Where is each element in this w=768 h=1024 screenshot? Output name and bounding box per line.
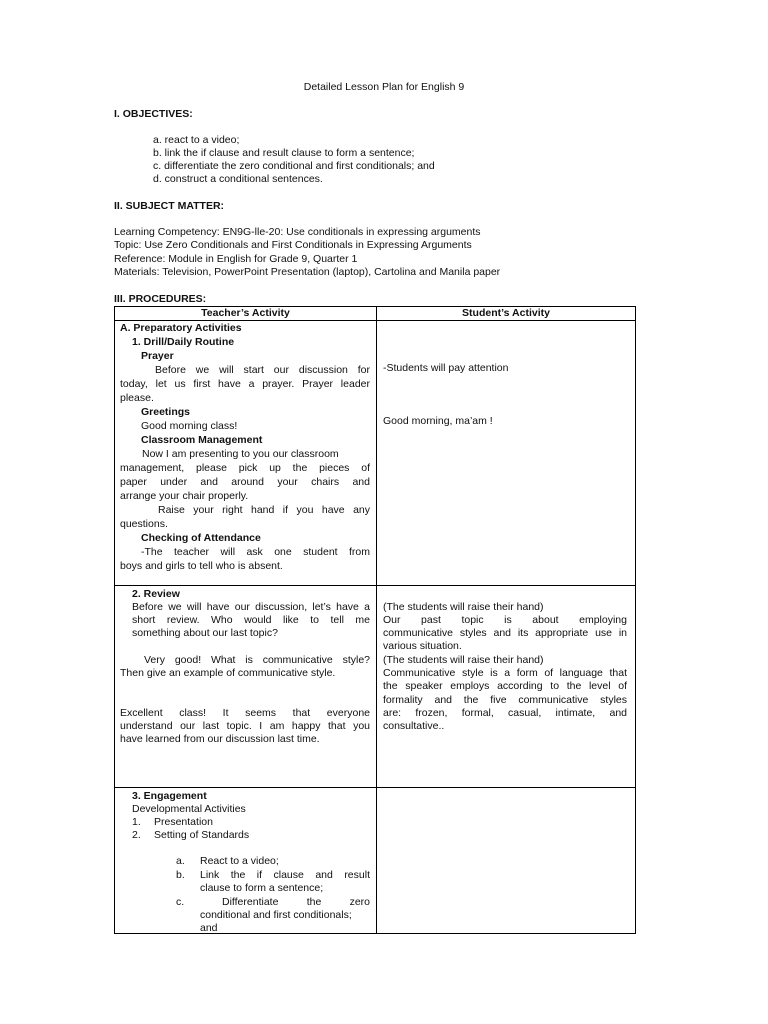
student-line: are: frozen, formal, casual, intimate, and [383,707,627,719]
student-cell [377,788,636,934]
learning-competency: Learning Competency: EN9G-lle-20: Use conditionals in expressing arguments [114,226,481,238]
activity-label: Checking of Attendance [141,532,261,544]
activity-label: Classroom Management [141,434,263,446]
teacher-line: -The teacher will ask one student from [141,546,370,558]
teacher-line: boys and girls to tell who is absent. [120,560,283,572]
table-row [115,586,636,788]
student-line: the speaker employs according to the level of [383,680,627,692]
student-line: consultative.. [383,720,445,732]
student-line: various situation. [383,640,462,652]
table-row [115,321,636,586]
subject-matter-heading: II. SUBJECT MATTER: [114,200,225,212]
teacher-line: arrange your chair properly. [120,490,249,502]
teacher-line: something about our last topic? [132,627,278,639]
list-item: and [200,922,218,934]
teacher-line: management, please pick up the pieces of [120,462,370,474]
teacher-line: Then give an example of communicative style. [120,667,336,679]
table-row [115,788,636,934]
teacher-line: Before we will have our discussion, let’s have a [132,601,370,613]
activity-label: Greetings [141,406,191,418]
list-item: clause to form a sentence; [200,882,324,894]
subsection-heading: 3. Engagement [132,790,207,802]
teacher-line: Before we will start our discussion for [155,364,370,376]
student-cell [377,586,636,788]
student-line: -Students will pay attention [383,362,509,374]
teacher-line: have learned from our discussion last time. [120,733,320,745]
student-line: Good morning, ma’am ! [383,415,493,427]
list-item: React to a video; [200,855,279,867]
objectives-heading: I. OBJECTIVES: [114,108,193,120]
activity-label: Prayer [141,350,174,362]
list-letter: c. [176,896,185,908]
materials: Materials: Television, PowerPoint Presentation (laptop), Cartolina and Manila paper [114,266,501,278]
list-number: 2. [132,829,141,841]
objective-item: d. construct a conditional sentences. [153,173,323,185]
reference: Reference: Module in English for Grade 9, Quarter 1 [114,253,358,265]
teacher-activity-header: Teacher’s Activity [115,307,377,321]
student-line: formality and the five communicative styles [383,694,627,706]
teacher-line: paper under and around your chairs and [120,476,370,488]
teacher-line: today, let us first have a prayer. Prayer leader [120,378,370,390]
teacher-line: short review. Who would like to tell me [132,614,370,626]
objective-item: c. differentiate the zero conditional and first conditionals; and [153,160,435,172]
list-letter: a. [176,855,185,867]
procedures-table [114,306,636,934]
teacher-cell [115,321,377,586]
objective-item: a. react to a video; [153,134,240,146]
teacher-line: questions. [120,518,168,530]
teacher-cell [115,586,377,788]
list-item: Link the if clause and result [200,869,370,881]
teacher-line: Good morning class! [141,420,238,432]
topic: Topic: Use Zero Conditionals and First Conditionals in Expressing Arguments [114,239,472,251]
list-item: Presentation [154,816,213,828]
objective-item: b. link the if clause and result clause to form a sentence; [153,147,415,159]
teacher-line: Excellent class! It seems that everyone [120,707,370,719]
list-item: Setting of Standards [154,829,250,841]
student-line: Communicative style is a form of language that [383,667,627,679]
student-line: (The students will raise their hand) [383,654,544,666]
section-heading: A. Preparatory Activities [120,322,242,334]
teacher-cell [115,788,377,934]
list-letter: b. [176,869,185,881]
subsection-heading: 2. Review [132,588,180,600]
student-activity-header: Student’s Activity [377,307,636,321]
subsection-heading: 1. Drill/Daily Routine [132,336,235,348]
teacher-line: understand our last topic. I am happy that you [120,720,370,732]
list-number: 1. [132,816,141,828]
document-title: Detailed Lesson Plan for English 9 [303,81,465,93]
table-header-row [115,307,636,321]
student-cell [377,321,636,586]
list-item: conditional and first conditionals; [200,909,352,921]
student-line: (The students will raise their hand) [383,601,544,613]
procedures-heading: III. PROCEDURES: [114,293,207,305]
teacher-line: Developmental Activities [132,803,246,815]
teacher-line: Raise your right hand if you have any [158,504,370,516]
student-line: communicative styles and its appropriate use in [383,627,627,639]
teacher-line: Now I am presenting to you our classroom [142,448,339,460]
teacher-line: Very good! What is communicative style? [144,654,370,666]
student-line: Our past topic is about employing [383,614,627,626]
teacher-line: please. [120,392,154,404]
list-item: Differentiate the zero [222,896,370,908]
